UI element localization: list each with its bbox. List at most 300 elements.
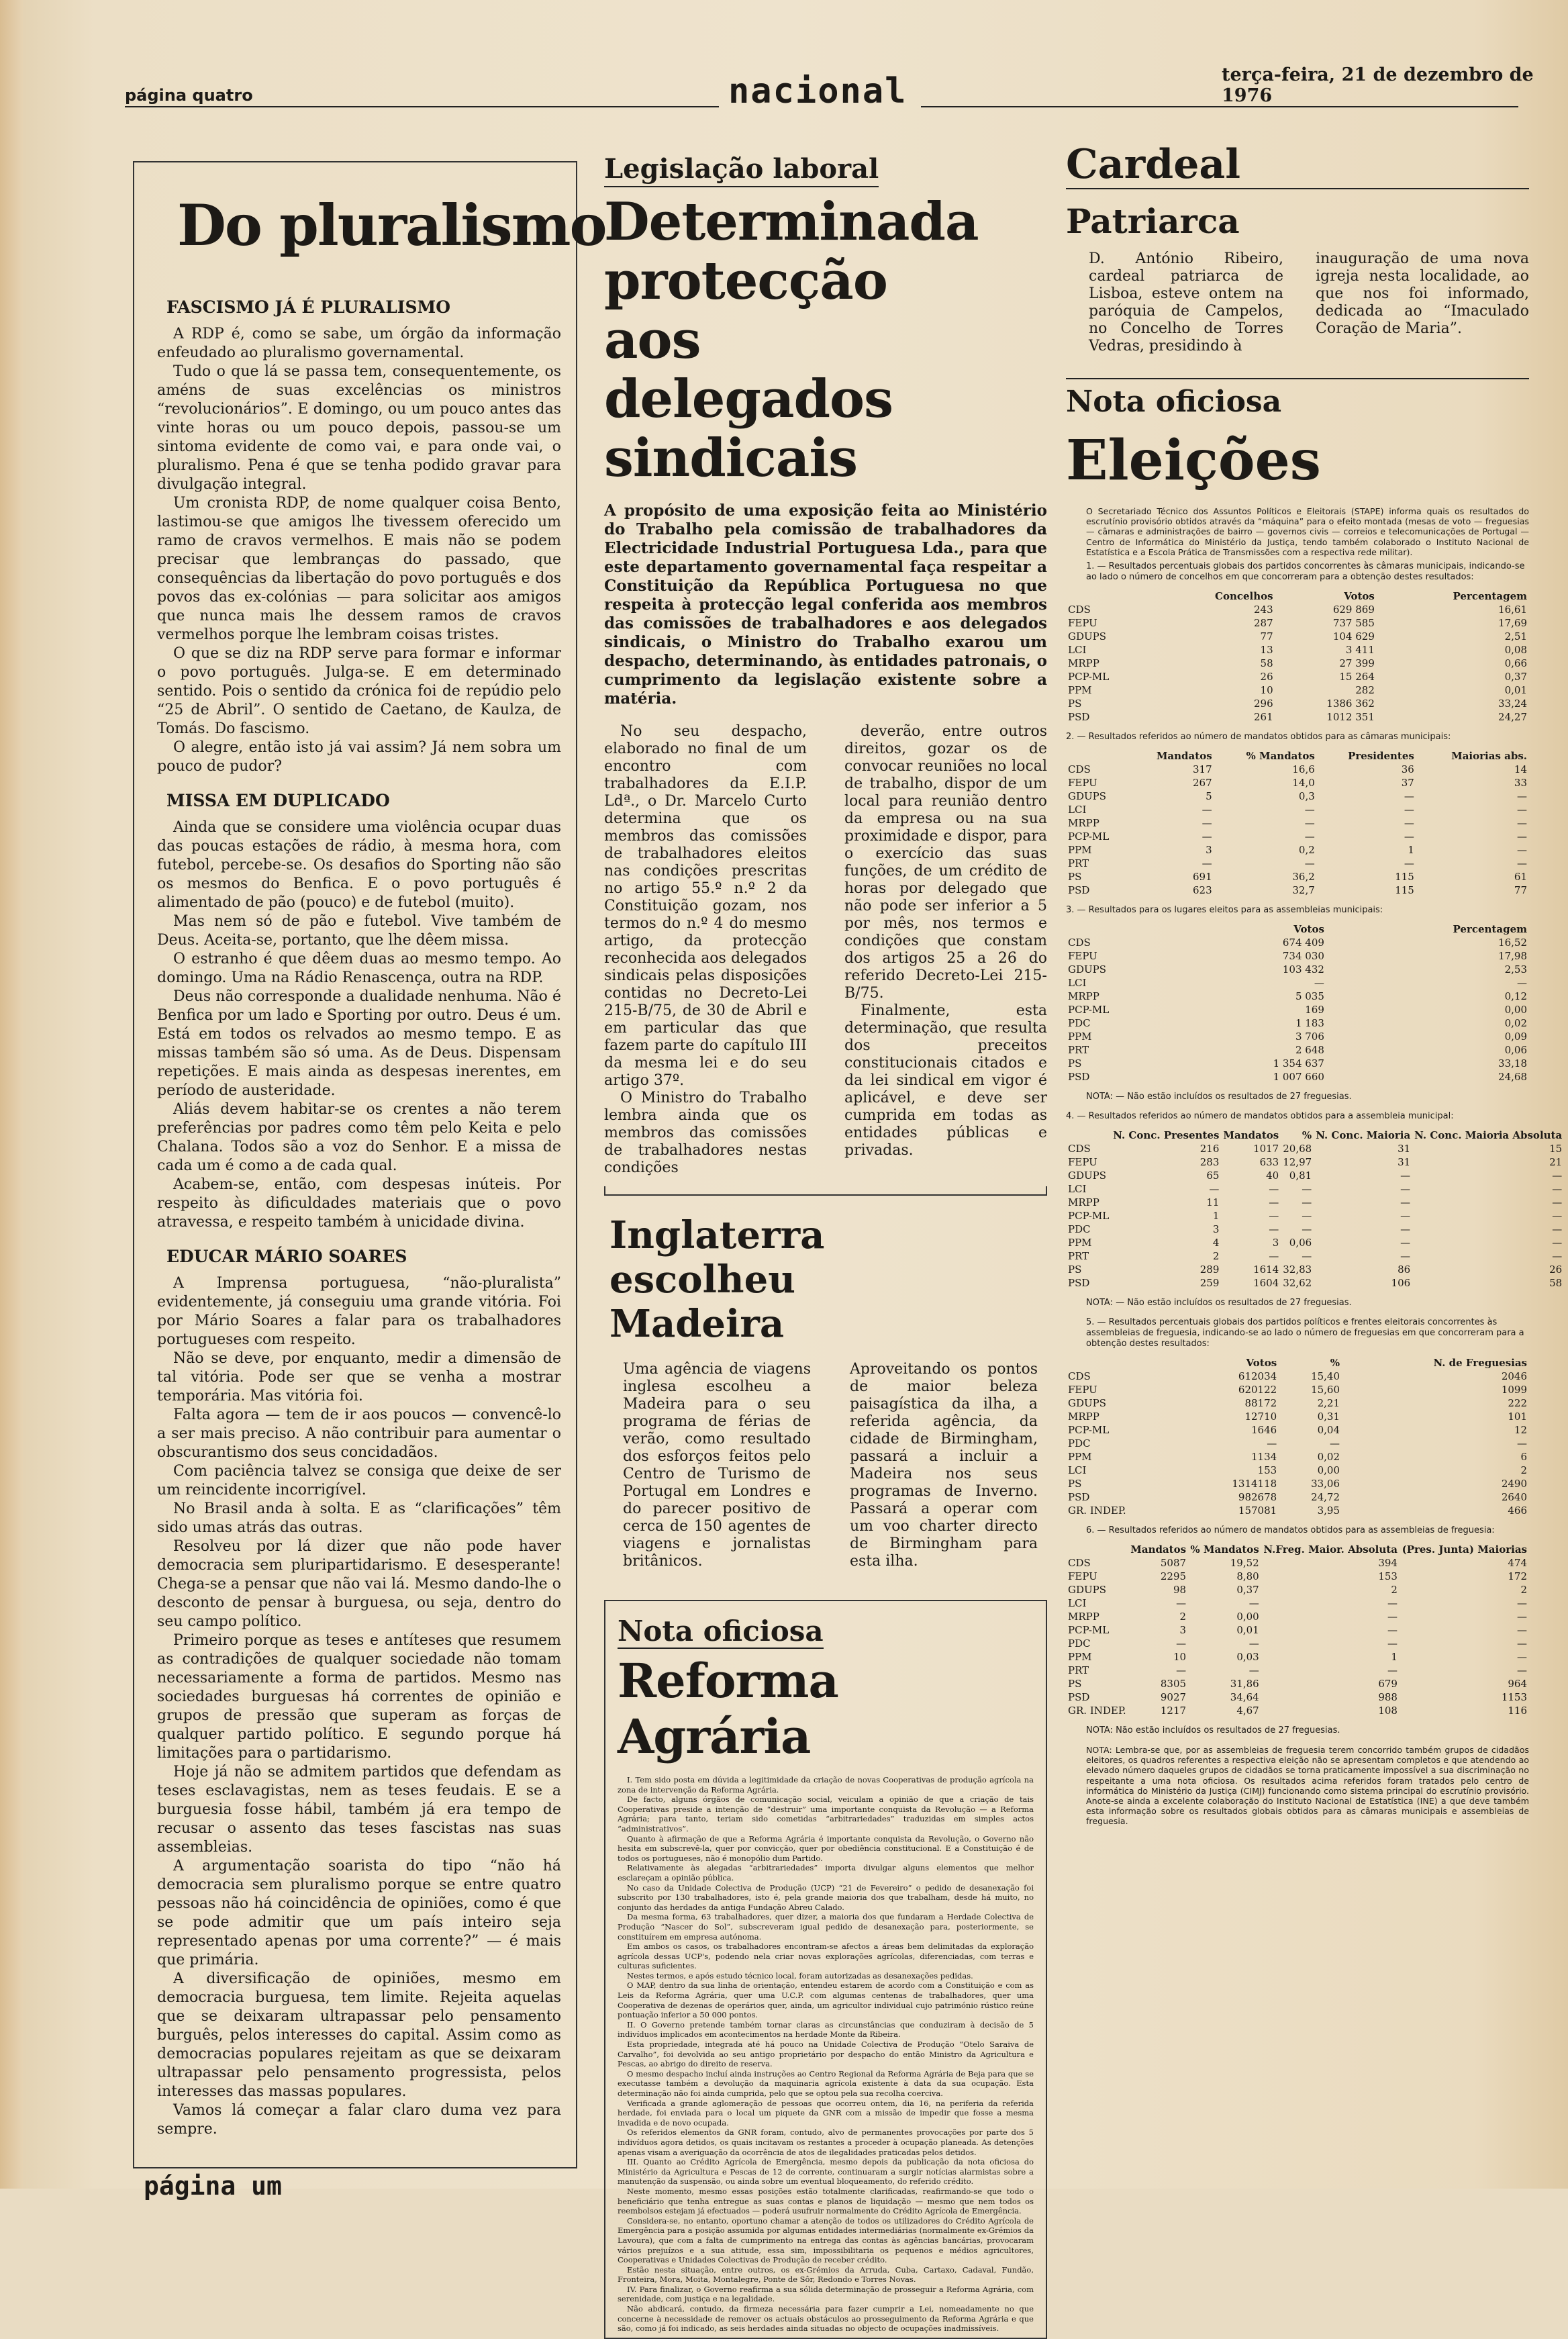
party-cell: PRT (1068, 1250, 1089, 1263)
value-cell: — (1202, 830, 1212, 843)
value-cell: 0,12 (1504, 990, 1527, 1003)
paragraph: deverão, entre outros direitos, gozar os de convocar reuniões no local de trabalho, dispor de um local para reunião dentro da empresa ou na sua proximidade e dispor, para o exercício das suas funções, de um crédito de horas por delegado que não pode ser inferior a 5 por mês, nos termos e condições que constam dos artigos 25 a 26 do referido Decreto-Lei 215-B/75. (844, 723, 1047, 1002)
column-header (1066, 749, 1130, 763)
table-row (1066, 1437, 1529, 1450)
section-subtitle: FASCISMO JÁ É PLURALISMO (166, 297, 450, 317)
party-cell: MRPP (1068, 657, 1099, 670)
value-cell: 3,95 (1317, 1505, 1340, 1517)
delegados-body (604, 723, 1047, 1186)
value-cell: 1604 (1253, 1277, 1279, 1290)
value-cell: 0,81 (1289, 1170, 1312, 1182)
legislacao-kicker: Legislação laboral (604, 153, 879, 187)
column-header: N. Conc. Maioria Absoluta (1414, 1129, 1563, 1142)
value-cell: 15,40 (1311, 1370, 1340, 1383)
party-cell: PSD (1068, 1491, 1090, 1504)
value-cell: 0,00 (1236, 1611, 1259, 1623)
value-cell: — (1552, 1183, 1563, 1196)
column-header: N. Conc. Maioria (1316, 1129, 1411, 1142)
value-cell: 2,53 (1504, 963, 1527, 976)
table-row (1066, 963, 1529, 976)
value-cell: 17,69 (1498, 617, 1527, 630)
paragraph: Neste momento, mesmo essas posições estão totalmente clarificadas, reafirmando-se que todo o beneficiário que tenha entregue as suas contas e planos de liquidação — mesmo que nem todos os reembolsos estejam já efectuados — poderá usufruir normalmente do Crédito Agrícola de Emergência. (618, 2186, 1034, 2216)
value-cell: 31 (1398, 1143, 1411, 1155)
results-table (1066, 1356, 1529, 1517)
value-cell: — (1387, 1637, 1398, 1650)
caption-4: 4. — Resultados referidos ao número de mandatos obtidos para a assembleia municipal: (1066, 1111, 1454, 1122)
value-cell: 13 (1260, 644, 1273, 657)
column-header: N. de Freguesias (1433, 1357, 1527, 1370)
party-cell: PDC (1068, 1017, 1091, 1030)
table-row (1066, 1016, 1529, 1030)
table-row (1066, 976, 1529, 990)
paragraph: No seu despacho, elaborado no final de um encontro com trabalhadores da E.I.P. Ldª., o Dr. Marcelo Curto determina que os membros das comissões de trabalhadores eleitos nas condições prescritas no artigo 55.º n.º 2 da Constituição gozam, nos termos do n.º 4 do mesmo artigo, da protecção reconhecida aos delegados sindicais pelas disposições contidas no Decreto-Lei 215-B/75, de 30 de Abril e em particular das que fazem parte do capítulo III da mesma lei e do seu artigo 37º. (604, 723, 807, 1089)
value-cell: 31 (1398, 1156, 1411, 1169)
nota-6: NOTA: Não estão incluídos os resultados de 27 freguesias. (1086, 1725, 1340, 1736)
party-cell: CDS (1068, 1370, 1091, 1383)
caption-5: 5. — Resultados percentuais globais dos partidos políticos e frentes eleitorais concorrentes às assembleias de freguesia, indicando-se ao lado o número de freguesias em que concorreram para a obtenção destes resultados: (1086, 1317, 1524, 1349)
party-cell: PSD (1068, 1071, 1090, 1084)
value-cell: 0,31 (1317, 1411, 1340, 1423)
value-cell: 2 (1391, 1584, 1398, 1596)
party-cell: PSD (1068, 884, 1090, 897)
delegados-body-right (844, 723, 1047, 1177)
delegados-body-left (604, 723, 807, 1177)
party-cell: PCP-ML (1068, 830, 1110, 843)
paragraph: Um cronista RDP, de nome qualquer coisa Bento, lastimou-se que amigos lhe tivessem oferecido um ramo de cravos vermelhos. E mais não se podem precisar que lembranças do passado, que consequências da libertação do povo português e dos povos das ex-colónias — para solicitar aos amigos que nunca mais lhe dessem ramos de cravos vermelhos porque lhe lembram coisas tristes. (157, 495, 561, 643)
value-cell: 216 (1199, 1143, 1220, 1155)
value-cell: — (1248, 1637, 1259, 1650)
value-cell: 0,01 (1236, 1624, 1259, 1637)
table-row (1066, 1182, 1564, 1196)
column-header: Maiorias abs. (1451, 750, 1527, 763)
column-header: Votos (1344, 590, 1375, 603)
party-cell: LCI (1068, 977, 1087, 990)
value-cell: 2490 (1501, 1478, 1527, 1490)
value-cell: — (1304, 857, 1315, 870)
value-cell: 172 (1508, 1570, 1527, 1583)
value-cell: — (1269, 1183, 1279, 1196)
value-cell: 5 035 (1295, 990, 1324, 1003)
value-cell: 1 183 (1295, 1017, 1324, 1030)
value-cell: 115 (1395, 871, 1414, 884)
value-cell: 287 (1253, 617, 1273, 630)
column-header: N. Conc. Presentes (1113, 1129, 1220, 1142)
table-row (1066, 1383, 1529, 1396)
value-cell: 106 (1391, 1277, 1411, 1290)
paragraph: III. Quanto ao Crédito Agrícola de Emergência, mesmo depois da publicação da nota oficiosa do Ministério da Agricultura e Pescas de 12 de corrente, continuaram a surgir notícias alarmistas sobre a manutenção da suspensão, ou ainda sobre um eventual bloqueamento, do referido crédito. (618, 2157, 1034, 2187)
party-cell: GR. INDEP. (1068, 1505, 1126, 1517)
value-cell: 153 (1257, 1464, 1277, 1477)
table-row (1066, 657, 1529, 670)
value-cell: 3 (1272, 1237, 1279, 1249)
value-cell: 103 432 (1282, 963, 1324, 976)
value-cell: 633 (1259, 1156, 1279, 1169)
value-cell: 1217 (1160, 1705, 1187, 1717)
value-cell: — (1517, 857, 1527, 870)
value-cell: 14 (1514, 763, 1527, 776)
column-header: Votos (1293, 923, 1324, 936)
value-cell: 988 (1378, 1691, 1398, 1704)
right-column (1066, 141, 1563, 1827)
value-cell: 629 869 (1332, 604, 1375, 616)
table-row (1066, 1370, 1529, 1383)
value-cell: 4 (1212, 1237, 1220, 1249)
paragraph: Não abdicará, contudo, da firmeza necessária para fazer cumprir a Lei, nomeadamente no que concerne à necessidade de remover os actuais obstáculos ao prosseguimento da Reforma Agrária e que são, como já foi indicado, as seis herdades ainda situadas no objecto de ocupações inadmissíveis. (618, 2304, 1034, 2334)
table-header-row (1066, 589, 1529, 603)
party-cell: GDUPS (1068, 1170, 1107, 1182)
paragraph: O estranho é que dêem duas ao mesmo tempo. Ao domingo. Uma na Rádio Renascença, outra na RDP. (157, 951, 561, 986)
value-cell: 36 (1401, 763, 1414, 776)
value-cell: — (1314, 977, 1324, 990)
column-header (1066, 589, 1154, 603)
value-cell: 0,37 (1504, 671, 1527, 683)
party-cell: PPM (1068, 1451, 1092, 1464)
value-cell: — (1269, 1250, 1279, 1263)
value-cell: 1 (1391, 1651, 1398, 1664)
table-header-row (1066, 1356, 1529, 1370)
eleicoes-kicker: Nota oficiosa (1066, 385, 1282, 419)
table-row (1066, 697, 1529, 710)
paragraph: Acabem-se, então, com despesas inúteis. Por respeito às dificuldades materiais que o povo atravessa, e respeito também à unicidade divina. (157, 1176, 561, 1231)
column-header (1066, 1543, 1128, 1556)
pluralismo-sections (157, 297, 561, 2139)
value-cell: 296 (1253, 698, 1273, 710)
value-cell: 317 (1193, 763, 1212, 776)
value-cell: — (1302, 1210, 1312, 1223)
value-cell: 32,62 (1283, 1277, 1312, 1290)
party-cell: PCP-ML (1068, 1624, 1110, 1637)
table-row (1066, 1396, 1529, 1410)
value-cell: 9027 (1160, 1691, 1187, 1704)
value-cell: 3 (1206, 844, 1212, 857)
party-cell: PS (1068, 1678, 1082, 1690)
party-cell: GDUPS (1068, 630, 1107, 643)
value-cell: 982678 (1238, 1491, 1277, 1504)
column-header: % Mandatos (1190, 1543, 1259, 1556)
value-cell: 86 (1398, 1263, 1411, 1276)
value-cell: 1 (1212, 1210, 1220, 1223)
value-cell: 88172 (1244, 1397, 1277, 1410)
party-cell: PSD (1068, 1277, 1090, 1290)
party-cell: PCP-ML (1068, 1004, 1110, 1016)
paragraph: O MAP, dentro da sua linha de orientação, entendeu estarem de acordo com a Constituição e com as Leis da Reforma Agrária, quer uma U.C.P. com algumas centenas de trabalhadores, quer uma Cooperativa de dezenas de operários quer, ainda, um agricultor individual cujo património rústico reúne pontuação inferior a 50 000 pontos. (618, 1980, 1034, 2020)
paragraph: O Ministro do Trabalho lembra ainda que os membros das comissões de trabalhadores nestas condições (604, 1090, 807, 1176)
value-cell: — (1387, 1624, 1398, 1637)
table-row (1066, 1477, 1529, 1490)
table-row (1066, 1690, 1529, 1704)
value-cell: — (1302, 1223, 1312, 1236)
paragraph: Primeiro porque as teses e antíteses que resumem as contradições de qualquer sociedade não tomam necessariamente a forma de partidos. Mesmo nas sociedades burguesas há correntes de opinião e grupos de pressão que superam as forças de qualquer partido político. E segundo porque há limitações para o partidarismo. (157, 1632, 561, 1762)
eleicoes-headline: Eleições (1066, 428, 1321, 493)
table-row (1066, 1209, 1564, 1223)
value-cell: 243 (1253, 604, 1273, 616)
value-cell: — (1176, 1597, 1187, 1610)
value-cell: 0,06 (1289, 1237, 1312, 1249)
value-cell: 15,60 (1311, 1384, 1340, 1396)
value-cell: 115 (1395, 884, 1414, 897)
value-cell: 0,2 (1298, 844, 1315, 857)
value-cell: — (1387, 1664, 1398, 1677)
table-row (1066, 936, 1529, 949)
party-cell: MRPP (1068, 1611, 1099, 1623)
value-cell: 61 (1514, 871, 1527, 884)
value-cell: — (1176, 1664, 1187, 1677)
party-cell: MRPP (1068, 817, 1099, 830)
table-row (1066, 1596, 1529, 1610)
paragraph: O que se diz na RDP serve para formar e informar o povo português. Julga-se. E em determinado sentido. Pois o sentido da crónica foi de repúdio pelo “25 de Abril”. O sentido de Caetano, de Kaulza, de Tomás. Do fascismo. (157, 645, 561, 737)
paragraph: Os referidos elementos da GNR foram, contudo, alvo de permanentes provocações por parte dos 5 indivíduos agora detidos, os quais incitavam os restantes a proceder à ocupação planeada. As detenções apenas visam a averiguação da ocorrência de atos de ilegalidades praticadas pelos detidos. (618, 2128, 1034, 2157)
table-assembleias-municipais (1066, 922, 1529, 1084)
paragraph: Finalmente, esta determinação, que resulta dos preceitos constitucionais citados e da lei sindical em vigor é aplicável, e deve ser cumprida em todas as entidades públicas e privadas. (844, 1002, 1047, 1159)
value-cell: 2 (1179, 1611, 1187, 1623)
party-cell: PRT (1068, 1044, 1089, 1057)
value-cell: 289 (1199, 1263, 1220, 1276)
party-cell: PCP-ML (1068, 1424, 1110, 1437)
value-cell: — (1269, 1196, 1279, 1209)
value-cell: 10 (1260, 684, 1273, 697)
party-cell: FEPU (1068, 1570, 1097, 1583)
value-cell: — (1552, 1237, 1563, 1249)
value-cell: 31,86 (1230, 1678, 1259, 1690)
value-cell: 0,00 (1504, 1004, 1527, 1016)
value-cell: 15 (1549, 1143, 1563, 1155)
section-title: nacional (728, 71, 908, 111)
value-cell: — (1400, 1237, 1411, 1249)
reforma-kicker: Nota oficiosa (618, 1615, 824, 1648)
column-header: N.Freg. Maior. Absoluta (1263, 1543, 1398, 1556)
paragraph: I. Tem sido posta em dúvida a legitimidade da criação de novas Cooperativas de produção agrícola na zona de intervenção da Reforma Agrária. (618, 1775, 1034, 1795)
paragraph: De facto, alguns órgãos de comunicação social, veiculam a opinião de que a criação de tais Cooperativas preside a intenção de “destruir” uma importante conquista da Revolução — a Reforma Agrária; para tanto, teriam sido cometidas “arbitrariedades” traduzidas em simples actos “administrativos”. (618, 1795, 1034, 1833)
value-cell: 5 (1206, 790, 1212, 803)
inglaterra-right: Aproveitando os pontos de maior beleza paisagística da ilha, a referida agência, da cidade de Birmingham, passará a incluir a Madeira nos seus programas de Inverno. Passará a operar com um voo charter directo de Birmingham para esta ilha. (850, 1361, 1038, 1570)
section-subtitle: EDUCAR MÁRIO SOARES (166, 1247, 407, 1266)
value-cell: 2,51 (1504, 630, 1527, 643)
value-cell: 222 (1508, 1397, 1527, 1410)
value-cell: 1099 (1501, 1384, 1527, 1396)
value-cell: 169 (1305, 1004, 1324, 1016)
value-cell: 27 399 (1339, 657, 1375, 670)
value-cell: 157081 (1238, 1505, 1277, 1517)
pluralismo-section (157, 791, 561, 1232)
party-cell: PS (1068, 698, 1082, 710)
party-cell: PCP-ML (1068, 1210, 1110, 1223)
table-row (1066, 1263, 1564, 1276)
value-cell: — (1330, 1437, 1340, 1450)
value-cell: 5087 (1160, 1557, 1187, 1570)
party-cell: FEPU (1068, 1384, 1097, 1396)
results-table (1066, 1543, 1529, 1717)
value-cell: 26 (1549, 1263, 1563, 1276)
value-cell: 964 (1508, 1678, 1527, 1690)
value-cell: 12 (1514, 1424, 1527, 1437)
value-cell: — (1517, 830, 1527, 843)
table-row (1066, 616, 1529, 630)
table-header-row (1066, 922, 1529, 936)
value-cell: 21 (1549, 1156, 1563, 1169)
value-cell: 77 (1514, 884, 1527, 897)
value-cell: — (1387, 1611, 1398, 1623)
table-row (1066, 1650, 1529, 1664)
paragraph: Resolveu por lá dizer que não pode haver democracia sem pluripartidarismo. E desesperante! Chega-se a pensar que não vai lá. Mesmo dando-lhe o desconto de pensar à burguesa, ou seja, dentro do seu campo político. (157, 1538, 561, 1630)
paragraph: O alegre, então isto já vai assim? Já nem sobra um pouco de pudor? (157, 739, 561, 775)
value-cell: — (1404, 817, 1414, 830)
paragraph: Não se deve, por enquanto, medir a dimensão de tal vitória. Pode ser que se venha a mostrar temporária. Mas vitória foi. (157, 1350, 561, 1404)
table-row (1066, 1490, 1529, 1504)
pluralismo-column (133, 161, 606, 2168)
value-cell: 6 (1520, 1451, 1527, 1464)
value-cell: 16,6 (1292, 763, 1315, 776)
party-cell: GDUPS (1068, 1397, 1107, 1410)
value-cell: — (1517, 1651, 1527, 1664)
value-cell: 394 (1378, 1557, 1398, 1570)
party-cell: LCI (1068, 644, 1087, 657)
value-cell: 623 (1193, 884, 1212, 897)
value-cell: — (1404, 830, 1414, 843)
value-cell: 15 264 (1339, 671, 1375, 683)
value-cell: 16,61 (1498, 604, 1527, 616)
value-cell: 34,64 (1230, 1691, 1259, 1704)
table-row (1066, 1003, 1529, 1016)
paragraph: Tudo o que lá se passa tem, consequentemente, os améns de suas excelências os ministros “revolucionários”. E domingo, ou um pouco antes das vinte horas ou um pouco depois, passou-se um sintoma evidente de como vai, e para onde vai, o pluralismo. Pena é que se tenha podido gravar para divulgação integral. (157, 363, 561, 493)
value-cell: 3 (1212, 1223, 1220, 1236)
party-cell: FEPU (1068, 617, 1097, 630)
inglaterra-left: Uma agência de viagens inglesa escolheu a Madeira para o seu programa de férias de verão, como resultado dos esforços feitos pelo Centro de Turismo de Portugal em Londres e do parecer positivo de cerca de 150 agentes de viagens e jornalistas britânicos. (623, 1361, 811, 1570)
value-cell: — (1552, 1210, 1563, 1223)
value-cell: — (1302, 1183, 1312, 1196)
value-cell: — (1517, 804, 1527, 816)
value-cell: 0,09 (1504, 1031, 1527, 1043)
header-rule-right (921, 106, 1518, 107)
header-rule-left (125, 106, 719, 107)
value-cell: — (1269, 1223, 1279, 1236)
table-header-row (1066, 749, 1529, 763)
value-cell: 8305 (1160, 1678, 1187, 1690)
column-header (1066, 922, 1183, 936)
value-cell: 0,66 (1504, 657, 1527, 670)
value-cell: — (1400, 1196, 1411, 1209)
table-row (1066, 1155, 1564, 1169)
results-table (1066, 922, 1529, 1084)
party-cell: CDS (1068, 763, 1091, 776)
value-cell: 1017 (1253, 1143, 1279, 1155)
table-row (1066, 830, 1529, 843)
value-cell: — (1267, 1437, 1277, 1450)
party-cell: PRT (1068, 857, 1089, 870)
pluralismo-section (157, 297, 561, 776)
value-cell: 612034 (1238, 1370, 1277, 1383)
table-freguesias-mandatos (1066, 1543, 1529, 1717)
value-cell: 58 (1549, 1277, 1563, 1290)
party-cell: GDUPS (1068, 1584, 1107, 1596)
next-page-label: página um (144, 2171, 282, 2201)
party-cell: LCI (1068, 1464, 1087, 1477)
value-cell: — (1404, 790, 1414, 803)
column-header: Mandatos (1223, 1129, 1279, 1142)
value-cell: 26 (1260, 671, 1273, 683)
eleicoes-rule (1066, 378, 1529, 379)
value-cell: 40 (1266, 1170, 1279, 1182)
value-cell: 0,3 (1298, 790, 1315, 803)
reforma-body (618, 1775, 1034, 2334)
value-cell: 0,00 (1317, 1464, 1340, 1477)
caption-2: 2. — Resultados referidos ao número de mandatos obtidos para as câmaras municipais: (1066, 732, 1451, 743)
table-camaras-mandatos (1066, 749, 1529, 897)
party-cell: LCI (1068, 804, 1087, 816)
value-cell: — (1517, 1664, 1527, 1677)
table-row (1066, 1410, 1529, 1423)
column-header: (Pres. Junta) Maiorias (1402, 1543, 1527, 1556)
value-cell: — (1517, 844, 1527, 857)
value-cell: — (1517, 817, 1527, 830)
value-cell: — (1400, 1223, 1411, 1236)
value-cell: — (1517, 790, 1527, 803)
column-header: Concelhos (1215, 590, 1273, 603)
value-cell: 10 (1173, 1651, 1187, 1664)
value-cell: 36,2 (1292, 871, 1315, 884)
table-row (1066, 1196, 1564, 1209)
value-cell: 1646 (1251, 1424, 1277, 1437)
value-cell: 33 (1514, 777, 1527, 790)
value-cell: 1 (1408, 844, 1414, 857)
value-cell: 620122 (1238, 1384, 1277, 1396)
value-cell: 33,06 (1311, 1478, 1340, 1490)
value-cell: 104 629 (1332, 630, 1375, 643)
cardeal-headline: Cardeal (1066, 141, 1241, 188)
value-cell: 8,80 (1236, 1570, 1259, 1583)
party-cell: CDS (1068, 1557, 1091, 1570)
table-row (1066, 1043, 1529, 1057)
party-cell: PCP-ML (1068, 671, 1110, 683)
reforma-box (604, 1600, 1047, 2339)
party-cell: PRT (1068, 1664, 1089, 1677)
party-cell: PPM (1068, 1237, 1092, 1249)
value-cell: 2 (1520, 1464, 1527, 1477)
column-header: Mandatos (1130, 1543, 1187, 1556)
box-rule (604, 1186, 1047, 1196)
paragraph: Com paciência talvez se consiga que deixe de ser um reincidente incorrigível. (157, 1463, 561, 1498)
value-cell: 101 (1508, 1411, 1527, 1423)
table-row (1066, 683, 1529, 697)
value-cell: 1 354 637 (1273, 1057, 1324, 1070)
table-row (1066, 630, 1529, 643)
value-cell: 11 (1206, 1196, 1220, 1209)
delegados-headline: Determinada protecção aos delegados sindicais (604, 191, 979, 489)
value-cell: — (1517, 1597, 1527, 1610)
value-cell: — (1400, 1183, 1411, 1196)
value-cell: 20,68 (1283, 1143, 1312, 1155)
value-cell: 259 (1199, 1277, 1220, 1290)
table-row (1066, 1623, 1529, 1637)
table-row (1066, 710, 1529, 724)
party-cell: PDC (1068, 1437, 1091, 1450)
party-cell: PPM (1068, 1031, 1092, 1043)
column-header: Presidentes (1348, 750, 1414, 763)
paragraph: A diversificação de opiniões, mesmo em democracia burguesa, tem limite. Rejeita aquelas que se deixaram ultrapassar pelo pensamento burguês, pelos interesses do capital. Assim como as democracias populares rejeitam as que se deixaram ultrapassar pelo pensamento progressista, pelos interesses das massas populares. (157, 1970, 561, 2100)
value-cell: 3 411 (1345, 644, 1375, 657)
value-cell: — (1517, 1611, 1527, 1623)
value-cell: 1614 (1253, 1263, 1279, 1276)
table-row (1066, 816, 1529, 830)
paragraph: O mesmo despacho incluí ainda instruções ao Centro Regional da Reforma Agrária de Beja para que se executasse também a devolução da maquinaria agrícola existente à data da sua ocupação. Esta determinação não foi ainda cumprida, pelo que se optou pela sua recolha coerciva. (618, 2068, 1034, 2098)
column-header: % Mandatos (1246, 750, 1315, 763)
table-freguesias-percent (1066, 1356, 1529, 1517)
value-cell: 37 (1401, 777, 1414, 790)
value-cell: 2640 (1501, 1491, 1527, 1504)
inglaterra-headline: Inglaterra escolheu Madeira (609, 1213, 825, 1346)
table-row (1066, 1677, 1529, 1690)
party-cell: PS (1068, 1057, 1082, 1070)
value-cell: 267 (1193, 777, 1212, 790)
